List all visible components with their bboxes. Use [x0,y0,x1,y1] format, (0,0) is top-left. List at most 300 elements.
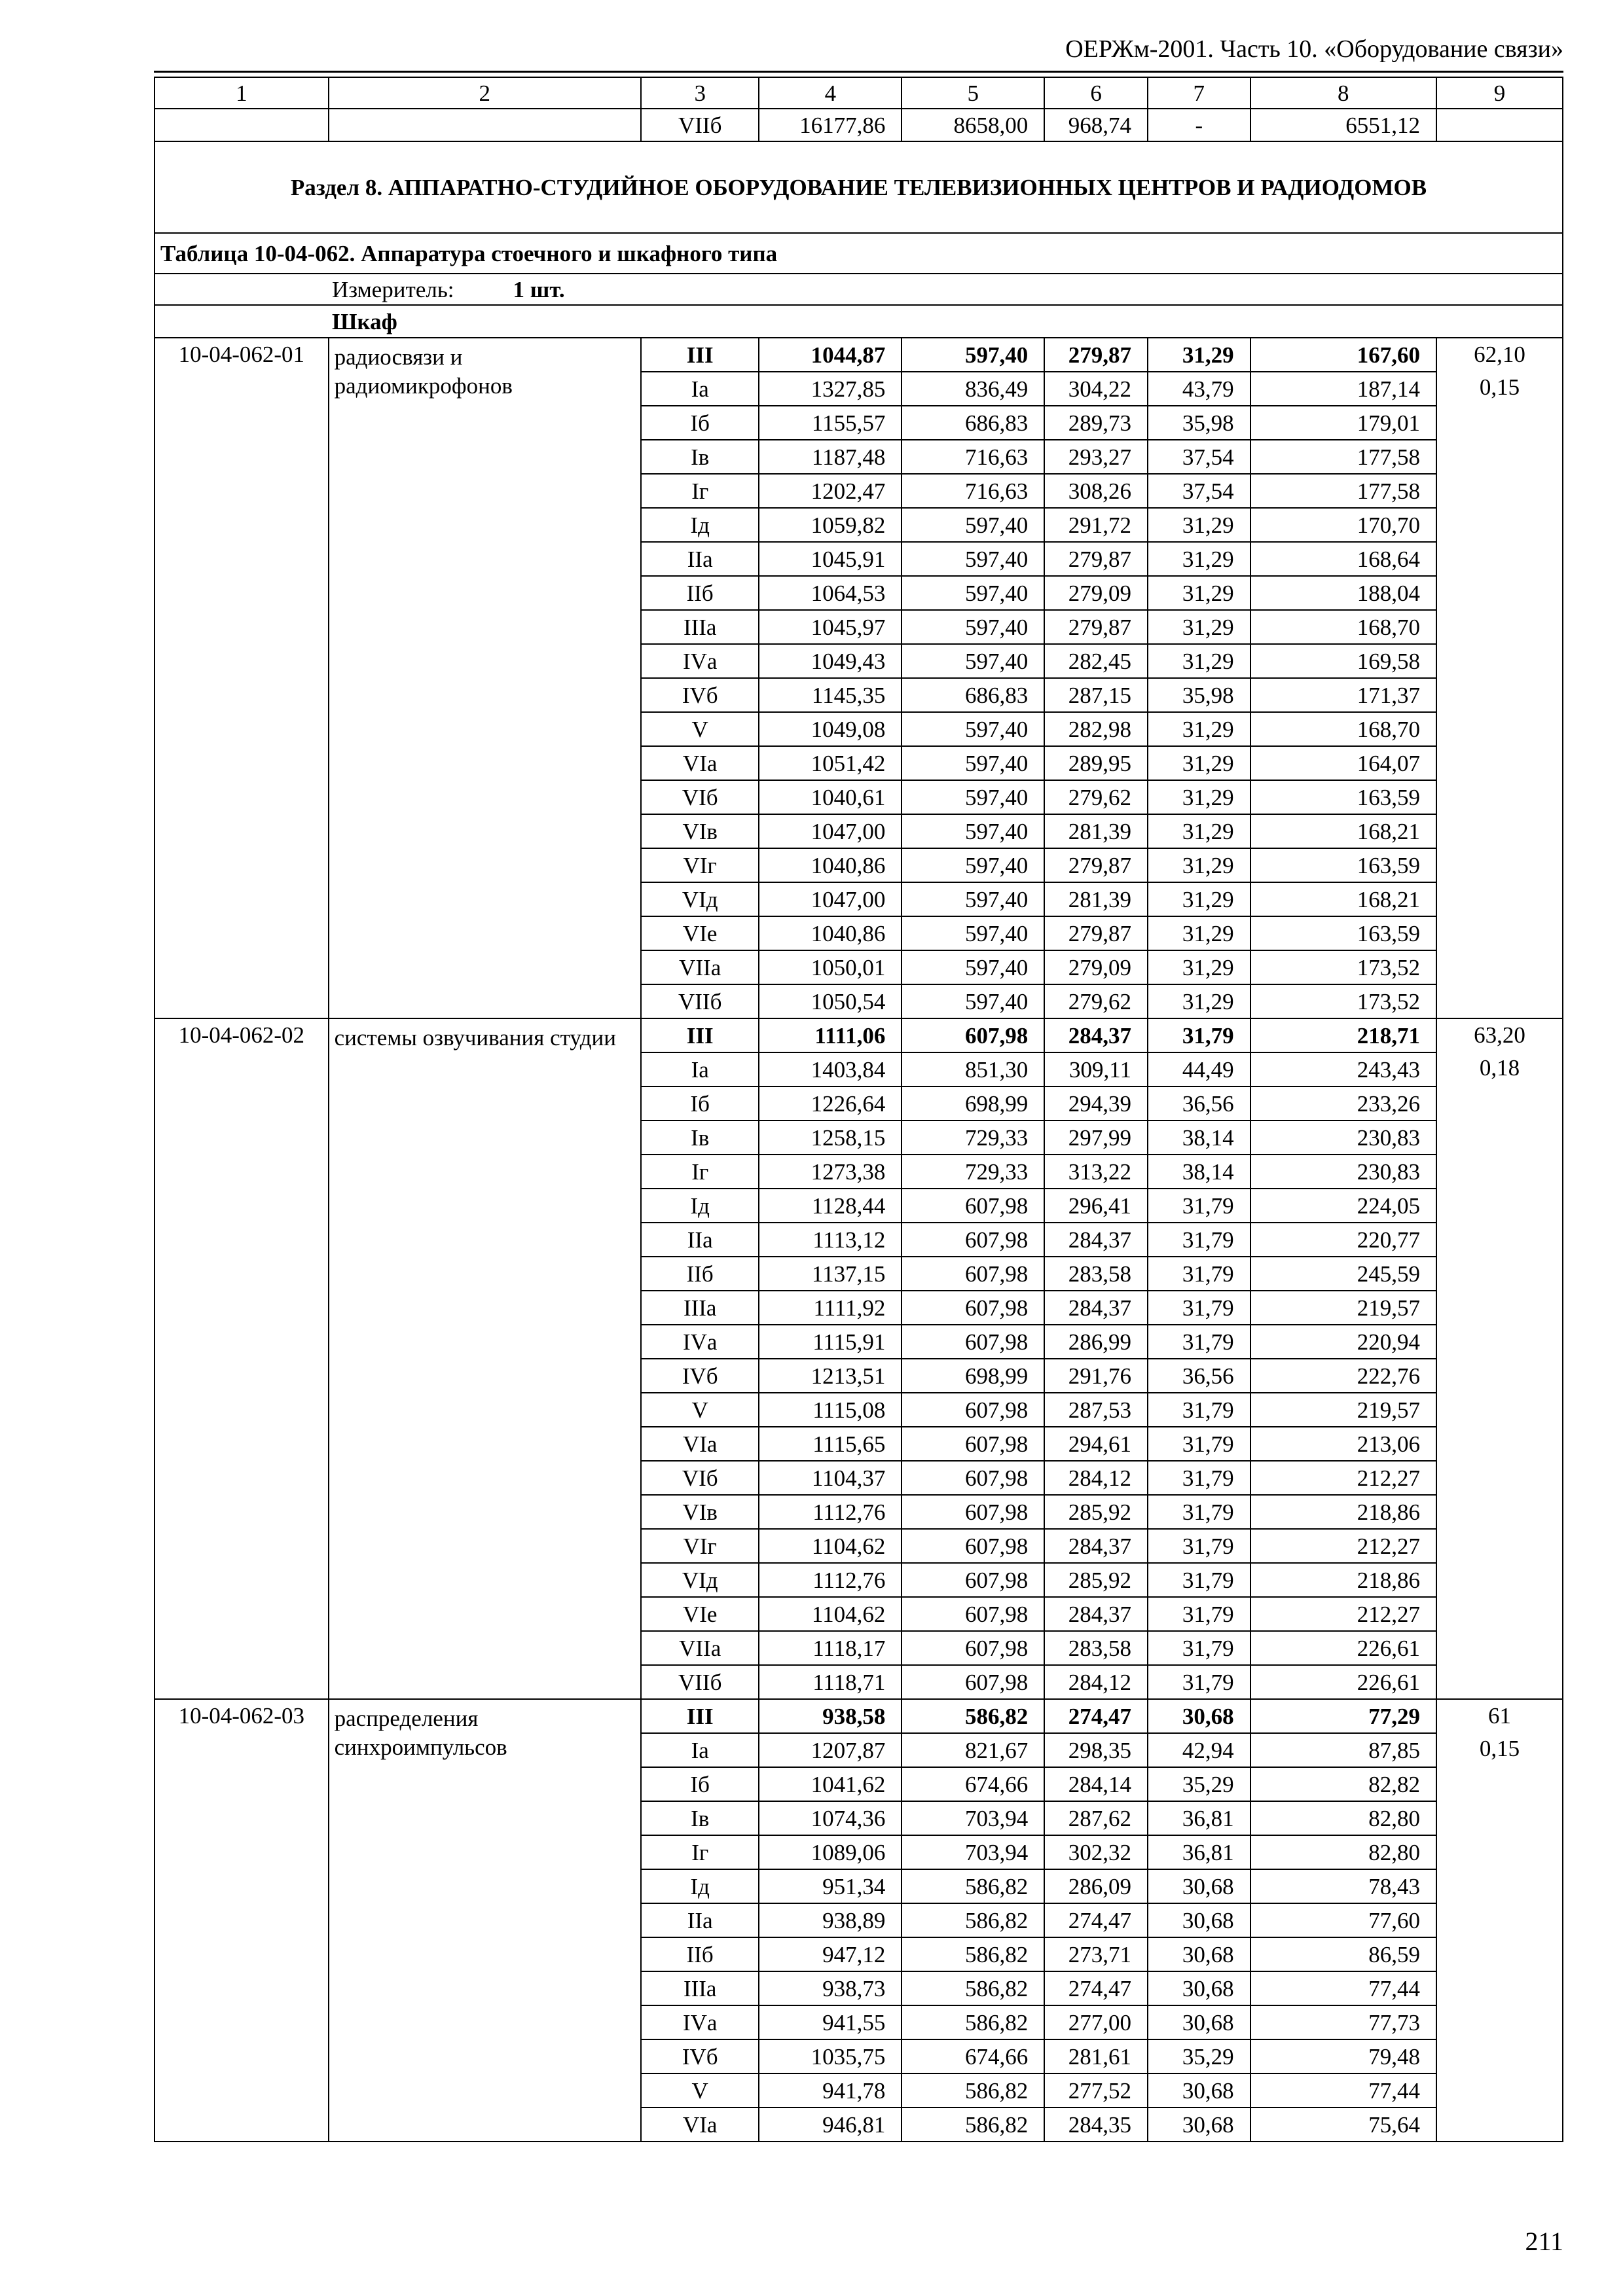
col8-cell: 218,86 [1250,1495,1436,1529]
col6-cell: 302,32 [1044,1835,1148,1869]
total-cost-cell: 1207,87 [759,1733,902,1767]
col5-cell: 597,40 [902,780,1044,814]
class-cell: VIд [641,1563,759,1597]
section-title: Раздел 8. АППАРАТНО-СТУДИЙНОЕ ОБОРУДОВАНИЕ ТЕЛЕВИЗИОННЫХ ЦЕНТРОВ И РАДИОДОМОВ [155,141,1563,233]
total-cost-cell: 1111,92 [759,1291,902,1325]
item-extra-values [1436,1018,1563,1699]
col7-cell: 31,29 [1148,712,1250,746]
carry-total-cell: 16177,86 [759,109,902,141]
total-cost-cell: 1050,01 [759,950,902,984]
carry-col8-cell: 6551,12 [1250,109,1436,141]
col7-cell: 31,79 [1148,1223,1250,1257]
col8-cell: 171,37 [1250,678,1436,712]
col8-cell: 168,21 [1250,882,1436,916]
total-cost-cell: 1104,62 [759,1597,902,1631]
col8-cell: 82,82 [1250,1767,1436,1801]
col6-cell: 274,47 [1044,1903,1148,1937]
col5-cell: 597,40 [902,916,1044,950]
col8-cell: 75,64 [1250,2108,1436,2142]
col6-cell: 284,37 [1044,1223,1148,1257]
total-cost-cell: 1202,47 [759,474,902,508]
class-cell: VIе [641,916,759,950]
col6-cell: 274,47 [1044,1699,1148,1733]
col7-cell: 31,79 [1148,1461,1250,1495]
col8-cell: 220,94 [1250,1325,1436,1359]
col6-cell: 284,37 [1044,1597,1148,1631]
total-cost-cell: 1044,87 [759,338,902,372]
col7-cell: 31,79 [1148,1495,1250,1529]
class-cell: IVб [641,678,759,712]
col7-cell: 31,29 [1148,576,1250,610]
class-cell: VIб [641,1461,759,1495]
col8-cell: 226,61 [1250,1665,1436,1699]
col7-cell: 30,68 [1148,2108,1250,2142]
col8-cell: 163,59 [1250,780,1436,814]
col5-cell: 586,82 [902,2005,1044,2039]
col6-cell: 284,37 [1044,1529,1148,1563]
total-cost-cell: 938,89 [759,1903,902,1937]
col6-cell: 291,72 [1044,508,1148,542]
col8-cell: 226,61 [1250,1631,1436,1665]
col8-cell: 87,85 [1250,1733,1436,1767]
col7-cell: 30,68 [1148,1869,1250,1903]
col5-cell: 597,40 [902,576,1044,610]
col8-cell: 169,58 [1250,644,1436,678]
col8-cell: 219,57 [1250,1291,1436,1325]
total-cost-cell: 1112,76 [759,1495,902,1529]
class-cell: VIа [641,1427,759,1461]
col5-cell: 586,82 [902,2073,1044,2108]
class-cell: Iд [641,1869,759,1903]
class-cell: IIа [641,1223,759,1257]
class-cell: Iд [641,508,759,542]
extra-value: 63,20 [1474,1022,1525,1048]
item-description: системы озвучивания студии [329,1018,641,1699]
col7-cell: 31,29 [1148,848,1250,882]
class-cell: Iв [641,1801,759,1835]
col7-cell: 38,14 [1148,1121,1250,1155]
col5-cell: 686,83 [902,678,1044,712]
col6-cell: 289,95 [1044,746,1148,780]
total-cost-cell: 1035,75 [759,2039,902,2073]
col6-cell: 308,26 [1044,474,1148,508]
col6-cell: 282,98 [1044,712,1148,746]
col6-cell: 282,45 [1044,644,1148,678]
total-cost-cell: 1059,82 [759,508,902,542]
col5-cell: 597,40 [902,508,1044,542]
item-description: радиосвязи и радиомикрофонов [329,338,641,1018]
class-cell: IVб [641,2039,759,2073]
col8-cell: 188,04 [1250,576,1436,610]
total-cost-cell: 1064,53 [759,576,902,610]
col8-cell: 168,64 [1250,542,1436,576]
class-cell: Iб [641,406,759,440]
col5-cell: 851,30 [902,1052,1044,1086]
class-cell: VIв [641,1495,759,1529]
class-cell: VIв [641,814,759,848]
col6-cell: 284,37 [1044,1291,1148,1325]
col8-cell: 230,83 [1250,1121,1436,1155]
class-cell: V [641,1393,759,1427]
col6-cell: 283,58 [1044,1631,1148,1665]
class-cell: IIIа [641,1291,759,1325]
col6-cell: 284,14 [1044,1767,1148,1801]
col8-cell: 230,83 [1250,1155,1436,1189]
col6-cell: 274,47 [1044,1971,1148,2005]
total-cost-cell: 947,12 [759,1937,902,1971]
col7-cell: 31,29 [1148,746,1250,780]
col7-cell: 31,79 [1148,1597,1250,1631]
col6-cell: 304,22 [1044,372,1148,406]
col5-cell: 703,94 [902,1835,1044,1869]
extra-value: 0,15 [1479,1736,1520,1761]
col6-cell: 279,09 [1044,950,1148,984]
class-cell: V [641,2073,759,2108]
col8-cell: 168,70 [1250,712,1436,746]
table-row [155,1699,1563,1733]
class-cell: VIг [641,1529,759,1563]
col6-cell: 296,41 [1044,1189,1148,1223]
class-cell: VIд [641,882,759,916]
total-cost-cell: 1115,08 [759,1393,902,1427]
col5-cell: 607,98 [902,1529,1044,1563]
col5-cell: 597,40 [902,644,1044,678]
col6-cell: 279,09 [1044,576,1148,610]
column-number: 1 [155,77,329,109]
col5-cell: 607,98 [902,1223,1044,1257]
total-cost-cell: 1226,64 [759,1086,902,1121]
extra-value: 0,15 [1479,374,1520,400]
col7-cell: 30,68 [1148,2005,1250,2039]
class-cell: VIIа [641,950,759,984]
col6-cell: 284,12 [1044,1665,1148,1699]
col6-cell: 281,61 [1044,2039,1148,2073]
class-cell: VIе [641,1597,759,1631]
col8-cell: 219,57 [1250,1393,1436,1427]
class-cell: Iд [641,1189,759,1223]
col6-cell: 293,27 [1044,440,1148,474]
item-code: 10-04-062-01 [155,338,329,1018]
col5-cell: 716,63 [902,474,1044,508]
col8-cell: 168,70 [1250,610,1436,644]
col5-cell: 607,98 [902,1461,1044,1495]
extra-value: 0,18 [1479,1055,1520,1081]
total-cost-cell: 1112,76 [759,1563,902,1597]
column-number: 6 [1044,77,1148,109]
col8-cell: 243,43 [1250,1052,1436,1086]
class-cell: Iа [641,1052,759,1086]
col7-cell: 31,79 [1148,1631,1250,1665]
col7-cell: 30,68 [1148,2073,1250,2108]
col8-cell: 213,06 [1250,1427,1436,1461]
total-cost-cell: 1273,38 [759,1155,902,1189]
item-code: 10-04-062-03 [155,1699,329,2142]
col7-cell: 30,68 [1148,1937,1250,1971]
col6-cell: 279,87 [1044,610,1148,644]
total-cost-cell: 1045,91 [759,542,902,576]
col8-cell: 179,01 [1250,406,1436,440]
col5-cell: 607,98 [902,1495,1044,1529]
class-cell: III [641,1699,759,1733]
col7-cell: 31,29 [1148,542,1250,576]
total-cost-cell: 1040,61 [759,780,902,814]
total-cost-cell: 1049,43 [759,644,902,678]
running-header: ОЕРЖм-2001. Часть 10. «Оборудование связи» [1065,35,1563,63]
col7-cell: 43,79 [1148,372,1250,406]
column-number-row [155,77,1563,109]
col6-cell: 286,99 [1044,1325,1148,1359]
col7-cell: 31,29 [1148,950,1250,984]
col6-cell: 281,39 [1044,882,1148,916]
col6-cell: 283,58 [1044,1257,1148,1291]
total-cost-cell: 1051,42 [759,746,902,780]
measure-label: Измеритель: [332,276,454,302]
col5-cell: 597,40 [902,848,1044,882]
col6-cell: 279,87 [1044,916,1148,950]
col6-cell: 279,62 [1044,984,1148,1018]
col6-cell: 287,53 [1044,1393,1148,1427]
col7-cell: 31,79 [1148,1529,1250,1563]
col7-cell: 38,14 [1148,1155,1250,1189]
total-cost-cell: 1128,44 [759,1189,902,1223]
col5-cell: 597,40 [902,746,1044,780]
class-cell: IVа [641,2005,759,2039]
total-cost-cell: 1047,00 [759,814,902,848]
col7-cell: 42,94 [1148,1733,1250,1767]
col5-cell: 607,98 [902,1257,1044,1291]
col5-cell: 674,66 [902,1767,1044,1801]
table-title: Таблица 10-04-062. Аппаратура стоечного и шкафного типа [155,233,1563,274]
column-number: 3 [641,77,759,109]
col5-cell: 686,83 [902,406,1044,440]
col8-cell: 224,05 [1250,1189,1436,1223]
col7-cell: 31,79 [1148,1291,1250,1325]
col6-cell: 284,12 [1044,1461,1148,1495]
col7-cell: 31,29 [1148,508,1250,542]
total-cost-cell: 1258,15 [759,1121,902,1155]
total-cost-cell: 1187,48 [759,440,902,474]
col7-cell: 35,98 [1148,406,1250,440]
class-cell: IIб [641,576,759,610]
total-cost-cell: 1137,15 [759,1257,902,1291]
col5-cell: 597,40 [902,610,1044,644]
col5-cell: 607,98 [902,1291,1044,1325]
total-cost-cell: 1047,00 [759,882,902,916]
class-cell: Iг [641,1835,759,1869]
col7-cell: 31,79 [1148,1189,1250,1223]
col5-cell: 597,40 [902,542,1044,576]
col8-cell: 222,76 [1250,1359,1436,1393]
col5-cell: 674,66 [902,2039,1044,2073]
class-cell: IIб [641,1937,759,1971]
col7-cell: 31,79 [1148,1325,1250,1359]
total-cost-cell: 951,34 [759,1869,902,1903]
class-cell: Iб [641,1767,759,1801]
col5-cell: 597,40 [902,984,1044,1018]
class-cell: IVа [641,1325,759,1359]
col5-cell: 607,98 [902,1018,1044,1052]
col6-cell: 294,61 [1044,1427,1148,1461]
group-row [155,305,1563,338]
col6-cell: 298,35 [1044,1733,1148,1767]
col7-cell: 31,29 [1148,814,1250,848]
col8-cell: 163,59 [1250,848,1436,882]
col6-cell: 285,92 [1044,1495,1148,1529]
col8-cell: 163,59 [1250,916,1436,950]
col7-cell: 30,68 [1148,1903,1250,1937]
class-cell: Iа [641,372,759,406]
col7-cell: 31,29 [1148,338,1250,372]
col7-cell: 31,29 [1148,882,1250,916]
col8-cell: 86,59 [1250,1937,1436,1971]
carry-class-cell: VIIб [641,109,759,141]
col5-cell: 607,98 [902,1427,1044,1461]
class-cell: IIа [641,542,759,576]
col5-cell: 597,40 [902,338,1044,372]
class-cell: IIIа [641,1971,759,2005]
total-cost-cell: 1041,62 [759,1767,902,1801]
column-number: 5 [902,77,1044,109]
total-cost-cell: 941,78 [759,2073,902,2108]
col5-cell: 607,98 [902,1631,1044,1665]
column-number: 9 [1436,77,1563,109]
col6-cell: 284,35 [1044,2108,1148,2142]
col6-cell: 279,87 [1044,848,1148,882]
col6-cell: 297,99 [1044,1121,1148,1155]
col7-cell: 35,29 [1148,1767,1250,1801]
item-extra-values [1436,338,1563,1018]
col5-cell: 597,40 [902,882,1044,916]
col8-cell: 79,48 [1250,2039,1436,2073]
col7-cell: 36,56 [1148,1359,1250,1393]
extra-value: 61 [1487,1703,1511,1729]
col5-cell: 703,94 [902,1801,1044,1835]
item-description: распределения синхроимпульсов [329,1699,641,2142]
total-cost-cell: 1089,06 [759,1835,902,1869]
col7-cell: 30,68 [1148,1971,1250,2005]
col8-cell: 78,43 [1250,1869,1436,1903]
class-cell: IIIа [641,610,759,644]
total-cost-cell: 1111,06 [759,1018,902,1052]
col7-cell: 31,79 [1148,1563,1250,1597]
col5-cell: 597,40 [902,712,1044,746]
col8-cell: 77,60 [1250,1903,1436,1937]
col7-cell: 35,98 [1148,678,1250,712]
col6-cell: 289,73 [1044,406,1148,440]
class-cell: IIб [641,1257,759,1291]
header-rule [154,71,1563,73]
col6-cell: 281,39 [1044,814,1148,848]
col8-cell: 218,71 [1250,1018,1436,1052]
col6-cell: 284,37 [1044,1018,1148,1052]
class-cell: Iг [641,1155,759,1189]
col7-cell: 36,81 [1148,1835,1250,1869]
class-cell: VIа [641,2108,759,2142]
col8-cell: 164,07 [1250,746,1436,780]
col8-cell: 212,27 [1250,1597,1436,1631]
col5-cell: 607,98 [902,1665,1044,1699]
col6-cell: 286,09 [1044,1869,1148,1903]
table-row [155,338,1563,372]
class-cell: VIIб [641,1665,759,1699]
col7-cell: 31,79 [1148,1018,1250,1052]
class-cell: IIа [641,1903,759,1937]
col8-cell: 173,52 [1250,984,1436,1018]
class-cell: V [641,712,759,746]
class-cell: Iв [641,1121,759,1155]
col6-cell: 313,22 [1044,1155,1148,1189]
total-cost-cell: 1040,86 [759,916,902,950]
total-cost-cell: 941,55 [759,2005,902,2039]
class-cell: Iб [641,1086,759,1121]
total-cost-cell: 938,73 [759,1971,902,2005]
col5-cell: 698,99 [902,1086,1044,1121]
group-label: Шкаф [332,308,397,334]
col6-cell: 277,52 [1044,2073,1148,2108]
col8-cell: 82,80 [1250,1835,1436,1869]
total-cost-cell: 1104,37 [759,1461,902,1495]
total-cost-cell: 1213,51 [759,1359,902,1393]
total-cost-cell: 1115,65 [759,1427,902,1461]
total-cost-cell: 1155,57 [759,406,902,440]
col8-cell: 77,44 [1250,2073,1436,2108]
class-cell: Iг [641,474,759,508]
section-title-row [155,141,1563,233]
col5-cell: 586,82 [902,1971,1044,2005]
total-cost-cell: 1145,35 [759,678,902,712]
total-cost-cell: 938,58 [759,1699,902,1733]
column-number: 2 [329,77,641,109]
col5-cell: 607,98 [902,1597,1044,1631]
col6-cell: 287,62 [1044,1801,1148,1835]
rates-table [154,77,1563,2142]
col7-cell: 31,79 [1148,1393,1250,1427]
col7-cell: 30,68 [1148,1699,1250,1733]
col5-cell: 821,67 [902,1733,1044,1767]
carry-col5-cell: 8658,00 [902,109,1044,141]
class-cell: Iа [641,1733,759,1767]
col6-cell: 279,62 [1044,780,1148,814]
class-cell: Iв [641,440,759,474]
col5-cell: 716,63 [902,440,1044,474]
col5-cell: 729,33 [902,1155,1044,1189]
measure-row [155,274,1563,305]
col7-cell: 37,54 [1148,440,1250,474]
col8-cell: 82,80 [1250,1801,1436,1835]
col8-cell: 77,29 [1250,1699,1436,1733]
class-cell: IVб [641,1359,759,1393]
total-cost-cell: 946,81 [759,2108,902,2142]
col7-cell: 36,81 [1148,1801,1250,1835]
col6-cell: 279,87 [1044,338,1148,372]
class-cell: III [641,338,759,372]
col8-cell: 167,60 [1250,338,1436,372]
col8-cell: 212,27 [1250,1461,1436,1495]
class-cell: VIIб [641,984,759,1018]
col8-cell: 168,21 [1250,814,1436,848]
col5-cell: 729,33 [902,1121,1044,1155]
col5-cell: 607,98 [902,1189,1044,1223]
class-cell: IVа [641,644,759,678]
col8-cell: 173,52 [1250,950,1436,984]
col5-cell: 586,82 [902,1869,1044,1903]
col6-cell: 294,39 [1044,1086,1148,1121]
col5-cell: 607,98 [902,1393,1044,1427]
col5-cell: 586,82 [902,1903,1044,1937]
col7-cell: 36,56 [1148,1086,1250,1121]
col8-cell: 218,86 [1250,1563,1436,1597]
item-extra-values [1436,1699,1563,2142]
